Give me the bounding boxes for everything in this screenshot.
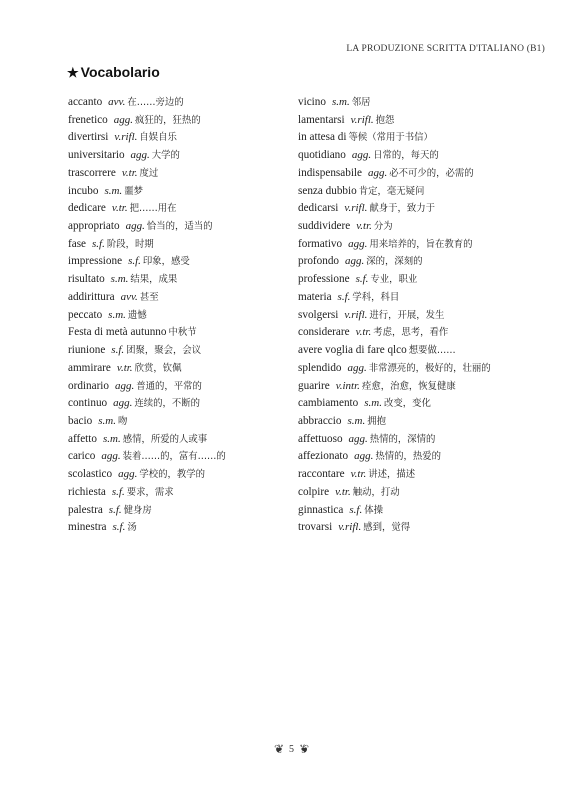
vocab-pos: v.rifl. [338,521,362,534]
vocab-word: dedicare [68,202,106,215]
vocab-word: ginnastica [298,503,344,516]
vocab-translation: 学科，科目 [352,291,400,303]
vocab-translation: 非常漂亮的，极好的，壮丽的 [368,362,491,374]
vocab-translation: 结果，成果 [130,274,178,286]
vocab-translation: 甚至 [139,291,159,303]
vocab-entry [298,413,543,431]
vocab-entry [68,183,288,201]
vocab-pos: s.f. [111,344,125,357]
vocab-translation: 日常的，每天的 [373,150,439,162]
vocab-word: colpire [298,485,330,498]
vocab-translation: 要求，需求 [126,486,174,498]
vocab-entry [298,431,543,449]
vocab-entry [68,502,288,520]
vocab-word: scolastico [68,468,113,481]
vocab-word: avere voglia di fare qlco [298,344,407,357]
vocab-translation: 进行，开展，发生 [369,309,445,321]
vocab-entry [68,519,288,537]
vocab-pos: agg. [125,220,145,233]
vocab-translation: 印象，感受 [142,256,190,268]
vocab-word: profondo [298,255,340,268]
vocab-entry [298,94,543,112]
vocab-translation: 装着……的，富有……的 [122,451,226,463]
vocab-pos: s.f. [128,255,141,268]
vocab-entry [68,307,288,325]
vocab-entry [298,466,543,484]
vocab-translation: 肯定，毫无疑问 [358,185,425,197]
vocab-pos: v.rifl. [344,202,368,215]
vocab-translation: 阶段，时期 [106,238,154,250]
vocab-entry [298,147,543,165]
vocab-translation: 学校的，教学的 [139,469,206,481]
vocab-word: guarire [298,379,330,392]
vocab-translation: 触动，打动 [352,486,400,498]
vocab-pos: avv. [120,290,138,303]
vocab-pos: s.m. [108,308,126,321]
vocab-entry [298,395,543,413]
vocab-translation: 噩梦 [124,185,143,197]
vocab-pos: s.f. [111,485,125,498]
section-title-text: Vocabolario [80,64,160,80]
ornament-icon: ❦ [299,742,310,756]
page-number: 5 [289,744,294,755]
vocab-word: fase [68,237,87,250]
vocab-word: appropriato [68,220,120,233]
vocab-word: continuo [68,397,108,410]
vocab-pos: agg. [113,397,133,410]
vocab-pos: v.tr. [111,202,128,215]
vocab-translation: 中秋节 [168,327,197,339]
vocab-translation: 感情，所爱的人或事 [122,433,208,445]
vocab-entry [298,165,543,183]
vocab-pos: v.intr. [335,379,360,392]
vocab-word: Festa di metà autunno [68,326,167,339]
star-icon: ★ [67,65,79,80]
vocab-translation: 在……旁边的 [127,97,184,108]
vocab-entry [298,129,543,147]
vocab-entry [298,502,543,520]
vocab-pos: v.tr. [355,326,372,339]
vocab-word: professione [298,273,350,286]
vocab-entry [68,360,288,378]
vocab-entry [68,218,288,236]
vocab-translation: 汤 [127,522,137,534]
vocab-translation: 恰当的，适当的 [146,221,213,233]
vocab-entry [298,289,543,307]
vocab-pos: v.tr. [116,361,133,374]
vocab-translation: 自娱自乐 [139,132,177,144]
vocab-translation: 连续的，不断的 [134,398,201,410]
vocab-entry [298,324,543,342]
vocab-word: trovarsi [298,521,333,534]
vocab-pos: v.tr. [356,220,372,233]
vocab-translation: 疯狂的，狂热的 [135,114,201,126]
vocab-pos: agg. [118,468,138,481]
vocab-entry [298,218,543,236]
vocab-pos: s.m. [104,184,123,197]
vocab-pos: agg. [348,432,368,445]
vocab-word: suddividere [298,220,351,233]
vocab-pos: v.rifl. [114,131,138,144]
vocab-pos: agg. [368,166,388,179]
vocab-word: affezionato [298,450,349,463]
vocab-entry [68,413,288,431]
vocab-entry [68,324,288,342]
vocab-pos: agg. [354,450,374,463]
vocab-translation: 吻 [117,415,128,427]
vocab-translation: 体操 [364,504,383,516]
vocab-pos: s.m. [103,432,121,445]
vocab-word: indispensabile [298,166,363,179]
vocab-translation: 热情的，热爱的 [375,451,441,463]
vocab-pos: s.f. [92,237,105,250]
vocab-pos: s.f. [112,521,126,534]
vocab-entry [68,200,288,218]
vocab-translation: 等候（常用于书信） [348,132,433,144]
vocab-pos: agg. [101,450,121,463]
vocab-translation: 痊愈，治愈，恢复健康 [361,380,456,392]
vocab-entry [298,448,543,466]
vocab-translation: 遗憾 [127,309,147,321]
vocab-entry [298,307,543,325]
vocab-word: divertirsi [68,131,109,144]
vocab-word: palestra [68,503,103,516]
vocab-word: carico [68,450,96,463]
vocab-pos: s.f. [108,503,122,516]
vocab-pos: agg. [347,361,367,374]
vocab-translation: 献身于，致力于 [369,203,436,215]
vocab-entry [68,112,288,130]
vocab-entry [68,431,288,449]
vocab-word: quotidiano [298,149,346,162]
vocab-word: raccontare [298,468,345,481]
vocab-word: considerare [298,326,350,339]
vocab-pos: v.rifl. [350,113,374,126]
vocab-word: peccato [68,308,103,321]
vocab-word: incubo [68,184,99,197]
vocab-pos: v.tr. [121,166,138,179]
vocab-translation: 热情的，深情的 [369,433,436,445]
vocab-word: dedicarsi [298,202,339,215]
ornament-icon: ❦ [273,742,284,756]
vocab-entry [68,484,288,502]
vocab-pos: s.m. [347,414,366,427]
vocab-pos: agg. [113,113,134,126]
vocab-word: svolgersi [298,308,339,321]
vocab-word: ammirare [68,361,111,374]
vocab-word: lamentarsi [298,113,345,126]
vocab-pos: s.m. [110,273,129,286]
vocab-translation: 想要做…… [408,345,456,357]
vocab-entry [298,236,543,254]
vocab-word: bacio [68,414,93,427]
vocab-word: in attesa di [298,131,347,144]
vocab-word: affetto [68,432,97,445]
vocab-translation: 讲述，描述 [368,469,416,481]
vocab-entry [68,253,288,271]
vocab-translation: 考虑，思考，看作 [373,327,449,339]
vocab-pos: v.tr. [350,468,367,481]
vocab-translation: 用来培养的，旨在教育的 [369,238,473,250]
vocab-word: addirittura [68,290,115,303]
vocab-translation: 深的，深刻的 [366,256,423,268]
vocab-translation: 欣赏，钦佩 [134,362,182,374]
vocab-entry [298,519,543,537]
vocab-entry [68,147,288,165]
vocab-translation: 团聚，聚会，会议 [126,345,202,357]
section-title [67,64,160,81]
vocab-column-right [298,94,543,537]
vocab-pos: avv. [108,96,126,108]
vocab-pos: s.f. [337,290,351,303]
vocab-pos: s.f. [355,273,369,286]
vocab-word: vicino [298,96,326,108]
vocab-word: frenetico [68,113,108,126]
vocab-word: accanto [68,96,103,108]
vocab-pos: agg. [351,149,372,162]
vocab-entry [298,253,543,271]
vocab-entry [68,271,288,289]
vocab-entry [68,342,288,360]
vocab-word: materia [298,290,332,303]
vocab-pos: agg. [130,149,150,162]
vocab-entry [68,289,288,307]
vocab-entry [298,271,543,289]
vocab-pos: v.rifl. [344,308,368,321]
vocab-entry [68,129,288,147]
vocab-translation: 邻居 [351,97,371,108]
vocab-pos: s.m. [331,96,350,108]
vocab-word: riunione [68,344,106,357]
vocab-translation: 专业，职业 [370,274,418,286]
page-footer [0,742,583,757]
vocab-entry [298,200,543,218]
vocab-entry [298,378,543,396]
vocab-pos: s.m. [364,397,382,410]
vocab-entry [68,165,288,183]
vocab-word: universitario [68,149,125,162]
vocab-entry [298,342,543,360]
vocab-pos: v.tr. [335,485,351,498]
vocab-translation: 必不可少的，必需的 [389,167,474,179]
vocab-pos: agg. [348,237,368,250]
vocab-entry [298,112,543,130]
vocab-column-left [68,94,288,537]
vocab-translation: 普通的，平常的 [136,380,202,392]
vocab-translation: 分为 [373,221,393,233]
vocab-word: formativo [298,237,343,250]
vocab-pos: agg. [345,255,365,268]
vocab-entry [68,395,288,413]
vocab-translation: 大学的 [151,150,180,162]
vocab-pos: s.m. [98,414,116,427]
vocab-word: richiesta [68,485,106,498]
vocab-entry [68,448,288,466]
vocab-translation: 健身房 [123,504,152,516]
vocab-translation: 感到，觉得 [363,522,411,534]
vocab-entry [68,378,288,396]
vocab-word: ordinario [68,379,110,392]
vocab-entry [298,484,543,502]
vocab-word: trascorrere [68,166,116,179]
vocab-word: senza dubbio [298,184,357,197]
vocab-translation: 把……用在 [129,203,177,215]
vocab-entry [68,236,288,254]
vocab-translation: 改变，变化 [384,398,431,410]
vocab-word: cambiamento [298,397,359,410]
vocab-translation: 抱怨 [375,114,395,126]
running-header: LA PRODUZIONE SCRITTA D'ITALIANO (B1) [346,44,545,54]
vocab-entry [68,466,288,484]
vocab-word: abbraccio [298,414,342,427]
vocab-word: risultato [68,273,105,286]
vocab-word: affettuoso [298,432,343,445]
vocab-translation: 拥抱 [367,415,386,427]
vocab-entry [298,360,543,378]
vocab-word: splendido [298,361,342,374]
vocab-entry [68,94,288,112]
vocab-pos: agg. [115,379,135,392]
vocab-entry [298,183,543,201]
vocab-pos: s.f. [349,503,363,516]
vocab-word: impressione [68,255,123,268]
vocab-word: minestra [68,521,107,534]
vocab-translation: 度过 [139,167,159,179]
